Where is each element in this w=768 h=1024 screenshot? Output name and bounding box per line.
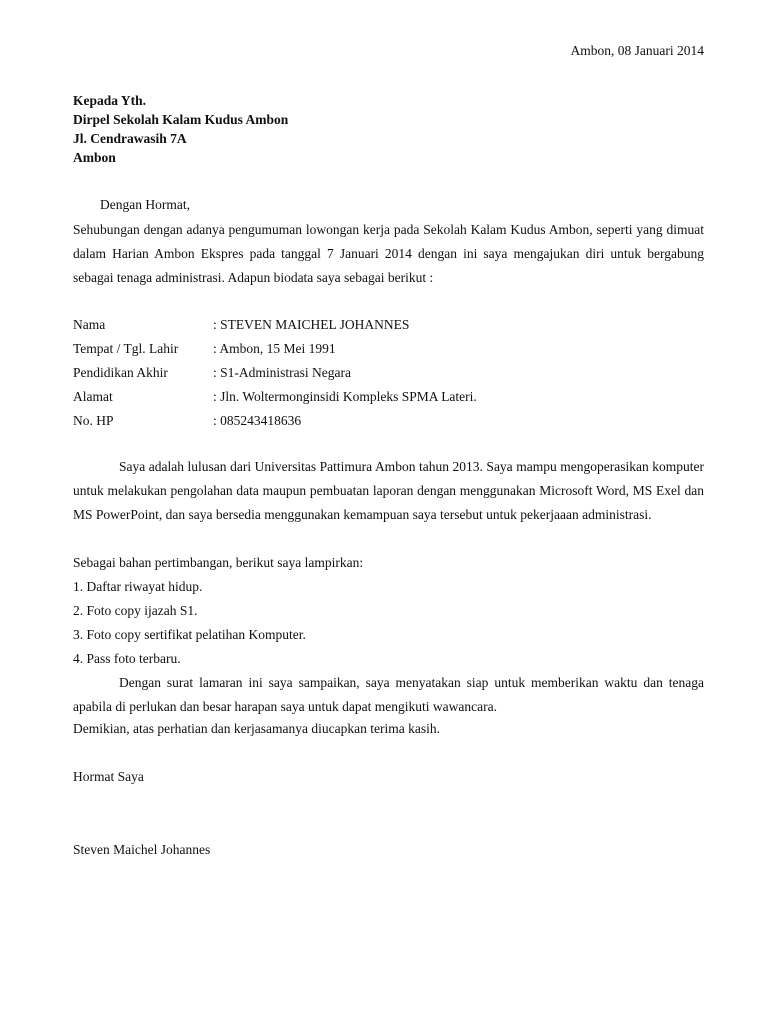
biodata-label: Pendidikan Akhir (73, 365, 168, 380)
biodata-label: No. HP (73, 413, 114, 428)
biodata-value: : Jln. Woltermonginsidi Kompleks SPMA Lateri. (213, 389, 477, 404)
biodata-value: : S1-Administrasi Negara (213, 365, 351, 380)
biodata-value: : 085243418636 (213, 413, 302, 428)
biodata-value: : Ambon, 15 Mei 1991 (213, 341, 336, 356)
closing-paragraph: Dengan surat lamaran ini saya sampaikan, saya menyatakan siap untuk memberikan waktu dan tenaga apabila di perlukan dan besar harapan saya untuk dapat mengikuti wawancara. (73, 675, 704, 714)
attachment-item: 3. Foto copy sertifikat pelatihan Komputer. (73, 627, 306, 642)
letter-date: Ambon, 08 Januari 2014 (570, 43, 704, 58)
biodata-table (73, 313, 477, 433)
recipient-line: Dirpel Sekolah Kalam Kudus Ambon (73, 112, 289, 127)
biodata-row (73, 313, 477, 337)
body-paragraph: Saya adalah lulusan dari Universitas Pattimura Ambon tahun 2013. Saya mampu mengoperasikan komputer untuk melakukan pengolahan data maupun pembuatan laporan dengan menggunakan Microsoft Word, MS Exel dan MS PowerPoint, dan saya bersedia menggunakan kemampuan saya tersebut untuk pekerjaaan administrasi. (73, 459, 704, 522)
signer-name: Steven Maichel Johannes (73, 842, 211, 857)
recipient-line: Jl. Cendrawasih 7A (73, 131, 187, 146)
closing-greeting: Hormat Saya (73, 769, 144, 784)
attachment-item: 4. Pass foto terbaru. (73, 651, 181, 666)
closing-line: Demikian, atas perhatian dan kerjasamanya diucapkan terima kasih. (73, 721, 440, 736)
attachments-list (73, 551, 704, 671)
biodata-row (73, 409, 477, 433)
biodata-row (73, 361, 477, 385)
biodata-row (73, 337, 477, 361)
recipient-line: Kepada Yth. (73, 93, 147, 108)
intro-paragraph: Sehubungan dengan adanya pengumuman lowongan kerja pada Sekolah Kalam Kudus Ambon, seperti yang dimuat dalam Harian Ambon Ekspres pada tanggal 7 Januari 2014 dengan ini saya mengajukan diri untuk bergabung sebagai tenaga administrasi. Adapun biodata saya sebagai berikut : (73, 222, 704, 285)
biodata-label: Tempat / Tgl. Lahir (73, 341, 179, 356)
attachments-intro: Sebagai bahan pertimbangan, berikut saya lampirkan: (73, 555, 364, 570)
recipient-block (73, 91, 288, 167)
biodata-label: Nama (73, 317, 106, 332)
attachment-item: 2. Foto copy ijazah S1. (73, 603, 198, 618)
recipient-line: Ambon (73, 150, 116, 165)
biodata-label: Alamat (73, 389, 113, 404)
attachment-item: 1. Daftar riwayat hidup. (73, 579, 203, 594)
biodata-value: : STEVEN MAICHEL JOHANNES (213, 317, 410, 332)
biodata-row (73, 385, 477, 409)
salutation: Dengan Hormat, (100, 197, 190, 212)
